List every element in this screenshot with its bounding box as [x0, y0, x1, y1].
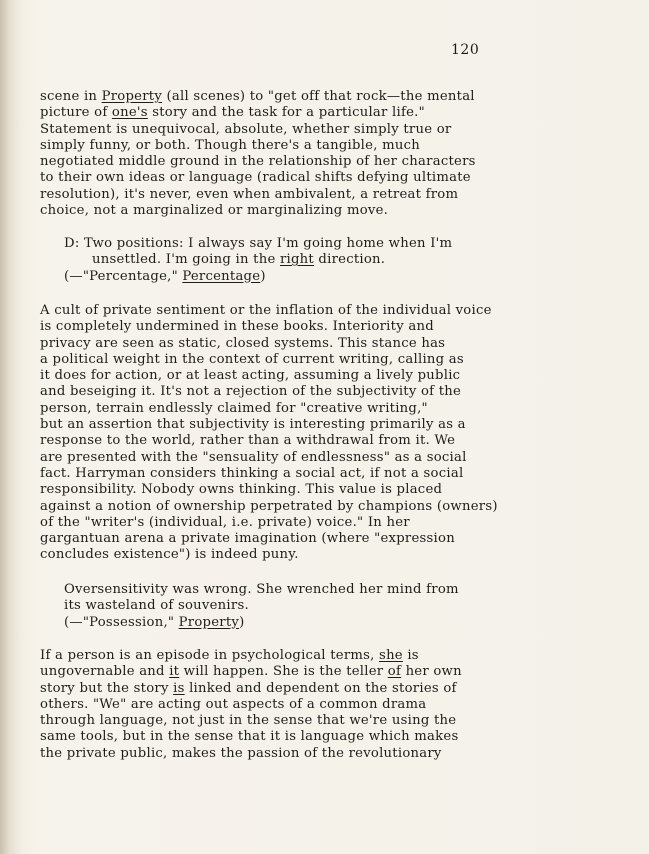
paragraph-2-line-9: response to the world, rather than a withdrawal from it. We: [40, 433, 456, 449]
page-number: 120: [451, 42, 480, 58]
quote-2-line-2: its wasteland of souvenirs.: [64, 598, 249, 614]
paragraph-2-line-15: gargantuan arena a private imagination (where "expression: [40, 531, 455, 547]
paragraph-2-line-6: and beseiging it. It's not a rejection of the subjectivity of the: [40, 384, 462, 400]
paragraph-2-line-8: but an assertion that subjectivity is interesting primarily as a: [40, 417, 466, 433]
paragraph-2-line-7: person, terrain endlessly claimed for "creative writing,": [40, 400, 428, 416]
paragraph-1: [40, 89, 585, 219]
paragraph-3-line-3: story but the story is linked and dependent on the stories of: [40, 680, 457, 696]
paragraph-3-line-7: the private public, makes the passion of the revolutionary: [40, 745, 442, 761]
paragraph-2: [40, 303, 585, 564]
quote-1-line-1: D: Two positions: I always say I'm going home when I'm: [64, 236, 453, 251]
paragraph-2-line-13: against a notion of ownership perpetrated by champions (owners): [40, 498, 498, 514]
paragraph-3-line-2: ungovernable and it will happen. She is the teller of her own: [40, 664, 462, 680]
block-quote-2: [64, 582, 584, 631]
paragraph-1-line-5: negotiated middle ground in the relationship of her characters: [40, 154, 476, 170]
paragraph-3-line-6: same tools, but in the sense that it is language which makes: [40, 729, 459, 745]
paragraph-2-line-12: responsibility. Nobody owns thinking. This value is placed: [40, 482, 443, 498]
paragraph-2-line-16: concludes existence") is indeed puny.: [40, 547, 299, 563]
paragraph-2-line-1: A cult of private sentiment or the inflation of the individual voice: [40, 303, 492, 318]
paragraph-1-line-1: scene in Property (all scenes) to "get off that rock—the mental: [40, 89, 475, 104]
quote-2-citation: (—"Possession," Property): [64, 614, 245, 630]
paragraph-2-line-2: is completely undermined in these books. Interiority and: [40, 319, 434, 335]
paragraph-3-line-5: through language, not just in the sense that we're using the: [40, 713, 457, 729]
paragraph-2-line-11: fact. Harryman considers thinking a social act, if not a social: [40, 465, 464, 481]
paragraph-3-line-4: others. "We" are acting out aspects of a common drama: [40, 696, 427, 712]
block-quote-1: [64, 236, 584, 285]
paragraph-2-line-4: a political weight in the context of current writing, calling as: [40, 351, 464, 367]
paragraph-2-line-5: it does for action, or at least acting, assuming a lively public: [40, 368, 461, 384]
paragraph-2-line-14: of the "writer's (individual, i.e. private) voice." In her: [40, 514, 410, 530]
paragraph-1-line-6: to their own ideas or language (radical shifts defying ultimate: [40, 170, 471, 186]
quote-2-line-1: Oversensitivity was wrong. She wrenched her mind from: [64, 582, 459, 597]
paragraph-1-line-2: picture of one's story and the task for a particular life.": [40, 105, 425, 121]
paragraph-2-line-3: privacy are seen as static, closed systems. This stance has: [40, 335, 446, 351]
paragraph-3-line-1: If a person is an episode in psychological terms, she is: [40, 648, 419, 663]
paragraph-3: [40, 648, 585, 762]
paragraph-1-line-3: Statement is unequivocal, absolute, whether simply true or: [40, 121, 452, 137]
quote-1-citation: (—"Percentage," Percentage): [64, 268, 266, 284]
paragraph-1-line-8: choice, not a marginalized or marginalizing move.: [40, 203, 389, 219]
paragraph-1-line-7: resolution), it's never, even when ambivalent, a retreat from: [40, 186, 459, 202]
quote-1-line-2: unsettled. I'm going in the right direction.: [92, 252, 386, 268]
paragraph-2-line-10: are presented with the "sensuality of endlessness" as a social: [40, 449, 467, 465]
paragraph-1-line-4: simply funny, or both. Though there's a tangible, much: [40, 137, 420, 153]
